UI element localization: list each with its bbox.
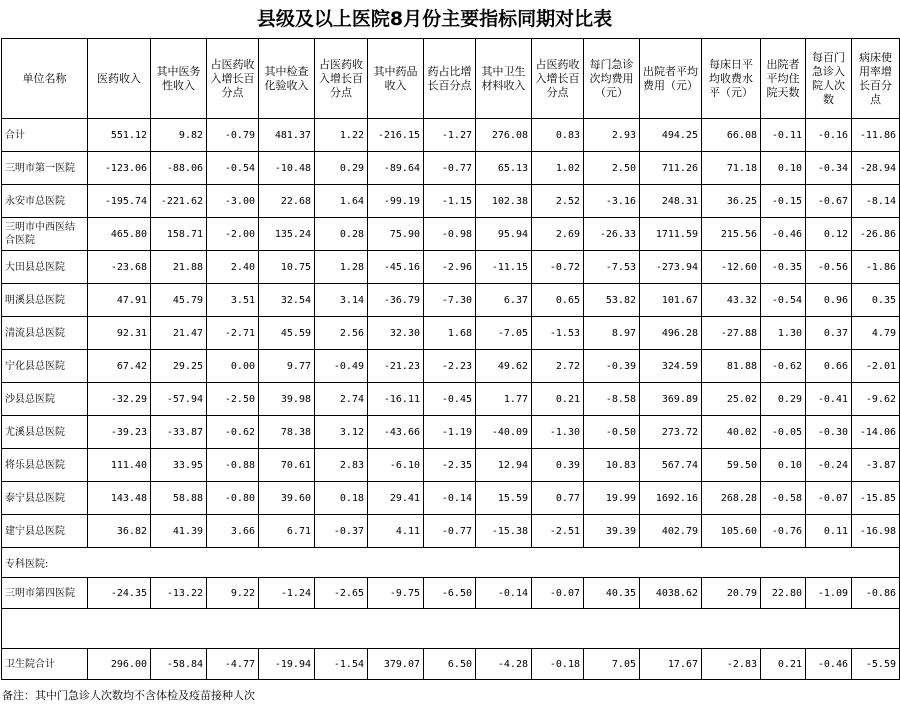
header-cell: 出院者平均住院天数	[761, 39, 806, 119]
unit-name-cell: 三明市第一医院	[2, 152, 88, 185]
value-cell: 25.02	[702, 383, 761, 416]
value-cell: 0.83	[532, 119, 584, 152]
unit-name-cell: 大田县总医院	[2, 251, 88, 284]
value-cell: 1.28	[315, 251, 368, 284]
unit-name-cell: 建宁县总医院	[2, 515, 88, 548]
value-cell: 0.11	[806, 515, 852, 548]
value-cell: 70.61	[259, 449, 315, 482]
value-cell: -0.14	[424, 482, 476, 515]
value-cell: -26.33	[584, 218, 640, 251]
unit-name-cell: 沙县总医院	[2, 383, 88, 416]
value-cell: -0.39	[584, 350, 640, 383]
value-cell: 369.89	[640, 383, 702, 416]
value-cell: 1.64	[315, 185, 368, 218]
value-cell: -21.23	[368, 350, 424, 383]
total-row	[2, 649, 900, 680]
unit-name-cell: 合计	[2, 119, 88, 152]
table-row	[2, 482, 900, 515]
value-cell: 20.79	[702, 578, 761, 609]
value-cell: -0.18	[532, 649, 584, 680]
value-cell: 711.26	[640, 152, 702, 185]
unit-name-cell: 三明市中西医结合医院	[2, 218, 88, 251]
value-cell: 4.79	[852, 317, 900, 350]
value-cell: -0.79	[207, 119, 259, 152]
value-cell: -0.56	[806, 251, 852, 284]
value-cell: 0.28	[315, 218, 368, 251]
value-cell: -1.54	[315, 649, 368, 680]
value-cell: -0.07	[806, 482, 852, 515]
value-cell: -28.94	[852, 152, 900, 185]
value-cell: 53.82	[584, 284, 640, 317]
value-cell: 2.83	[315, 449, 368, 482]
value-cell: 494.25	[640, 119, 702, 152]
value-cell: -1.86	[852, 251, 900, 284]
value-cell: -10.48	[259, 152, 315, 185]
value-cell: -1.19	[424, 416, 476, 449]
table-row	[2, 119, 900, 152]
footnote: 备注：其中门急诊人次数均不含体检及疫苗接种人次	[2, 689, 255, 702]
value-cell: 551.12	[88, 119, 151, 152]
value-cell: 465.80	[88, 218, 151, 251]
value-cell: -2.96	[424, 251, 476, 284]
value-cell: 481.37	[259, 119, 315, 152]
value-cell: 2.93	[584, 119, 640, 152]
value-cell: -0.46	[761, 218, 806, 251]
unit-name-cell: 三明市第四医院	[2, 578, 88, 609]
value-cell: -0.80	[207, 482, 259, 515]
table-row	[2, 416, 900, 449]
value-cell: -0.35	[761, 251, 806, 284]
value-cell: -0.11	[761, 119, 806, 152]
value-cell: 4038.62	[640, 578, 702, 609]
header-cell: 每床日平均收费水平（元）	[702, 39, 761, 119]
unit-name-cell: 永安市总医院	[2, 185, 88, 218]
value-cell: 0.10	[761, 449, 806, 482]
value-cell: -1.27	[424, 119, 476, 152]
unit-name-cell: 宁化县总医院	[2, 350, 88, 383]
header-cell: 占医药收入增长百分点	[532, 39, 584, 119]
value-cell: 3.51	[207, 284, 259, 317]
value-cell: -23.68	[88, 251, 151, 284]
header-cell: 其中检查化验收入	[259, 39, 315, 119]
value-cell: -0.76	[761, 515, 806, 548]
value-cell: -2.35	[424, 449, 476, 482]
value-cell: -2.51	[532, 515, 584, 548]
value-cell: 39.39	[584, 515, 640, 548]
value-cell: 45.79	[151, 284, 207, 317]
value-cell: -11.15	[476, 251, 532, 284]
value-cell: 6.37	[476, 284, 532, 317]
page-title: 县级及以上医院8月份主要指标同期对比表	[256, 8, 613, 30]
value-cell: 0.65	[532, 284, 584, 317]
blank-row	[2, 609, 900, 649]
unit-name-cell: 清流县总医院	[2, 317, 88, 350]
value-cell: 67.42	[88, 350, 151, 383]
value-cell: -8.14	[852, 185, 900, 218]
value-cell: 39.60	[259, 482, 315, 515]
header-cell: 每门急诊次均费用（元）	[584, 39, 640, 119]
value-cell: -2.83	[702, 649, 761, 680]
value-cell: -1.09	[806, 578, 852, 609]
value-cell: -0.05	[761, 416, 806, 449]
value-cell: 22.80	[761, 578, 806, 609]
value-cell: 0.37	[806, 317, 852, 350]
value-cell: 32.54	[259, 284, 315, 317]
value-cell: 1.77	[476, 383, 532, 416]
value-cell: -2.65	[315, 578, 368, 609]
value-cell: -0.14	[476, 578, 532, 609]
value-cell: 10.75	[259, 251, 315, 284]
value-cell: -11.86	[852, 119, 900, 152]
value-cell: -0.54	[207, 152, 259, 185]
value-cell: 4.11	[368, 515, 424, 548]
value-cell: -0.37	[315, 515, 368, 548]
value-cell: 0.00	[207, 350, 259, 383]
unit-name-cell: 明溪县总医院	[2, 284, 88, 317]
value-cell: 101.67	[640, 284, 702, 317]
value-cell: -12.60	[702, 251, 761, 284]
value-cell: -89.64	[368, 152, 424, 185]
value-cell: 102.38	[476, 185, 532, 218]
value-cell: -0.98	[424, 218, 476, 251]
table-row	[2, 350, 900, 383]
header-cell: 药占比增长百分点	[424, 39, 476, 119]
header-cell: 其中药品收入	[368, 39, 424, 119]
value-cell: 29.41	[368, 482, 424, 515]
value-cell: -0.30	[806, 416, 852, 449]
value-cell: -2.71	[207, 317, 259, 350]
table-row	[2, 515, 900, 548]
value-cell: 0.96	[806, 284, 852, 317]
value-cell: -0.62	[207, 416, 259, 449]
table-row	[2, 185, 900, 218]
value-cell: 75.90	[368, 218, 424, 251]
value-cell: -0.34	[806, 152, 852, 185]
value-cell: -0.58	[761, 482, 806, 515]
value-cell: 1692.16	[640, 482, 702, 515]
header-cell: 其中医务性收入	[151, 39, 207, 119]
table-row	[2, 251, 900, 284]
value-cell: 21.88	[151, 251, 207, 284]
value-cell: -5.59	[852, 649, 900, 680]
value-cell: 0.12	[806, 218, 852, 251]
header-cell: 占医药收入增长百分点	[315, 39, 368, 119]
value-cell: -0.07	[532, 578, 584, 609]
value-cell: -33.87	[151, 416, 207, 449]
table-row	[2, 152, 900, 185]
value-cell: -3.87	[852, 449, 900, 482]
value-cell: -216.15	[368, 119, 424, 152]
value-cell: 36.25	[702, 185, 761, 218]
value-cell: -1.24	[259, 578, 315, 609]
value-cell: -99.19	[368, 185, 424, 218]
value-cell: -6.50	[424, 578, 476, 609]
value-cell: 32.30	[368, 317, 424, 350]
table-row	[2, 317, 900, 350]
value-cell: 29.25	[151, 350, 207, 383]
value-cell: 158.71	[151, 218, 207, 251]
value-cell: 12.94	[476, 449, 532, 482]
header-cell: 其中卫生材料收入	[476, 39, 532, 119]
value-cell: 248.31	[640, 185, 702, 218]
value-cell: -19.94	[259, 649, 315, 680]
value-cell: -2.23	[424, 350, 476, 383]
value-cell: 111.40	[88, 449, 151, 482]
value-cell: -15.85	[852, 482, 900, 515]
table-row	[2, 383, 900, 416]
value-cell: 3.14	[315, 284, 368, 317]
value-cell: 6.71	[259, 515, 315, 548]
value-cell: 273.72	[640, 416, 702, 449]
value-cell: 43.32	[702, 284, 761, 317]
value-cell: -0.62	[761, 350, 806, 383]
header-cell: 出院者平均费用（元）	[640, 39, 702, 119]
value-cell: 268.28	[702, 482, 761, 515]
value-cell: 0.10	[761, 152, 806, 185]
value-cell: 45.59	[259, 317, 315, 350]
value-cell: -0.77	[424, 152, 476, 185]
value-cell: 0.21	[761, 649, 806, 680]
value-cell: 0.35	[852, 284, 900, 317]
value-cell: -0.72	[532, 251, 584, 284]
value-cell: 49.62	[476, 350, 532, 383]
section-row	[2, 548, 900, 578]
value-cell: 0.21	[532, 383, 584, 416]
value-cell: 7.05	[584, 649, 640, 680]
value-cell: 40.35	[584, 578, 640, 609]
unit-name-cell: 尤溪县总医院	[2, 416, 88, 449]
value-cell: 81.88	[702, 350, 761, 383]
value-cell: -221.62	[151, 185, 207, 218]
value-cell: 10.83	[584, 449, 640, 482]
value-cell: 59.50	[702, 449, 761, 482]
value-cell: 1.68	[424, 317, 476, 350]
value-cell: 0.66	[806, 350, 852, 383]
value-cell: 65.13	[476, 152, 532, 185]
value-cell: 3.66	[207, 515, 259, 548]
value-cell: 402.79	[640, 515, 702, 548]
value-cell: -273.94	[640, 251, 702, 284]
value-cell: 33.95	[151, 449, 207, 482]
value-cell: -0.46	[806, 649, 852, 680]
value-cell: 143.48	[88, 482, 151, 515]
header-row	[2, 39, 900, 119]
value-cell: -0.67	[806, 185, 852, 218]
value-cell: 71.18	[702, 152, 761, 185]
value-cell: -1.15	[424, 185, 476, 218]
table-row	[2, 218, 900, 251]
value-cell: 3.12	[315, 416, 368, 449]
header-cell: 占医药收入增长百分点	[207, 39, 259, 119]
value-cell: -0.16	[806, 119, 852, 152]
value-cell: 95.94	[476, 218, 532, 251]
value-cell: -58.84	[151, 649, 207, 680]
value-cell: -0.49	[315, 350, 368, 383]
value-cell: 567.74	[640, 449, 702, 482]
value-cell: -123.06	[88, 152, 151, 185]
value-cell: 379.07	[368, 649, 424, 680]
value-cell: -0.54	[761, 284, 806, 317]
value-cell: -0.86	[852, 578, 900, 609]
value-cell: -0.15	[761, 185, 806, 218]
value-cell: -13.22	[151, 578, 207, 609]
value-cell: 36.82	[88, 515, 151, 548]
unit-name-cell: 将乐县总医院	[2, 449, 88, 482]
value-cell: 2.52	[532, 185, 584, 218]
value-cell: -0.50	[584, 416, 640, 449]
value-cell: -32.29	[88, 383, 151, 416]
value-cell: -2.00	[207, 218, 259, 251]
value-cell: -45.16	[368, 251, 424, 284]
value-cell: -27.88	[702, 317, 761, 350]
value-cell: -2.01	[852, 350, 900, 383]
value-cell: 0.29	[315, 152, 368, 185]
value-cell: -88.06	[151, 152, 207, 185]
value-cell: 496.28	[640, 317, 702, 350]
table-row	[2, 578, 900, 609]
value-cell: -8.58	[584, 383, 640, 416]
value-cell: 78.38	[259, 416, 315, 449]
section-label: 专科医院:	[2, 548, 900, 578]
value-cell: 1.30	[761, 317, 806, 350]
value-cell: 15.59	[476, 482, 532, 515]
value-cell: 66.08	[702, 119, 761, 152]
value-cell: -4.28	[476, 649, 532, 680]
unit-name-cell: 泰宁县总医院	[2, 482, 88, 515]
value-cell: 92.31	[88, 317, 151, 350]
value-cell: -14.06	[852, 416, 900, 449]
value-cell: -0.24	[806, 449, 852, 482]
value-cell: 1.22	[315, 119, 368, 152]
table-row	[2, 284, 900, 317]
value-cell: -15.38	[476, 515, 532, 548]
value-cell: -39.23	[88, 416, 151, 449]
value-cell: 2.69	[532, 218, 584, 251]
value-cell: 47.91	[88, 284, 151, 317]
value-cell: 21.47	[151, 317, 207, 350]
value-cell: -57.94	[151, 383, 207, 416]
value-cell: -4.77	[207, 649, 259, 680]
value-cell: -0.41	[806, 383, 852, 416]
value-cell: -1.53	[532, 317, 584, 350]
value-cell: -195.74	[88, 185, 151, 218]
value-cell: 8.97	[584, 317, 640, 350]
header-cell: 每百门急诊入院人次数	[806, 39, 852, 119]
value-cell: 9.82	[151, 119, 207, 152]
value-cell: -16.98	[852, 515, 900, 548]
value-cell: 2.74	[315, 383, 368, 416]
header-cell: 单位名称	[2, 39, 88, 119]
value-cell: -16.11	[368, 383, 424, 416]
value-cell: -1.30	[532, 416, 584, 449]
value-cell: 9.22	[207, 578, 259, 609]
table-body	[2, 39, 900, 680]
value-cell: -3.00	[207, 185, 259, 218]
value-cell: 135.24	[259, 218, 315, 251]
value-cell: 0.29	[761, 383, 806, 416]
value-cell: -26.86	[852, 218, 900, 251]
value-cell: 0.39	[532, 449, 584, 482]
value-cell: 276.08	[476, 119, 532, 152]
value-cell: -3.16	[584, 185, 640, 218]
value-cell: 41.39	[151, 515, 207, 548]
blank-cell	[2, 609, 900, 649]
value-cell: 296.00	[88, 649, 151, 680]
value-cell: -9.75	[368, 578, 424, 609]
value-cell: -6.10	[368, 449, 424, 482]
value-cell: 0.18	[315, 482, 368, 515]
value-cell: 19.99	[584, 482, 640, 515]
value-cell: -0.88	[207, 449, 259, 482]
value-cell: -7.30	[424, 284, 476, 317]
value-cell: -40.09	[476, 416, 532, 449]
value-cell: 40.02	[702, 416, 761, 449]
value-cell: 6.50	[424, 649, 476, 680]
value-cell: -0.77	[424, 515, 476, 548]
value-cell: -2.50	[207, 383, 259, 416]
value-cell: 22.68	[259, 185, 315, 218]
value-cell: 58.88	[151, 482, 207, 515]
value-cell: 2.56	[315, 317, 368, 350]
value-cell: 1.02	[532, 152, 584, 185]
value-cell: 105.60	[702, 515, 761, 548]
value-cell: -24.35	[88, 578, 151, 609]
value-cell: 9.77	[259, 350, 315, 383]
value-cell: 0.77	[532, 482, 584, 515]
value-cell: -43.66	[368, 416, 424, 449]
value-cell: -7.05	[476, 317, 532, 350]
header-cell: 病床使用率增长百分点	[852, 39, 900, 119]
value-cell: 2.40	[207, 251, 259, 284]
value-cell: 17.67	[640, 649, 702, 680]
value-cell: 2.72	[532, 350, 584, 383]
value-cell: 1711.59	[640, 218, 702, 251]
value-cell: -0.45	[424, 383, 476, 416]
value-cell: -36.79	[368, 284, 424, 317]
comparison-table	[1, 38, 900, 680]
value-cell: -7.53	[584, 251, 640, 284]
value-cell: -9.62	[852, 383, 900, 416]
table-row	[2, 449, 900, 482]
value-cell: 39.98	[259, 383, 315, 416]
unit-name-cell: 卫生院合计	[2, 649, 88, 680]
value-cell: 2.50	[584, 152, 640, 185]
value-cell: 215.56	[702, 218, 761, 251]
value-cell: 324.59	[640, 350, 702, 383]
header-cell: 医药收入	[88, 39, 151, 119]
